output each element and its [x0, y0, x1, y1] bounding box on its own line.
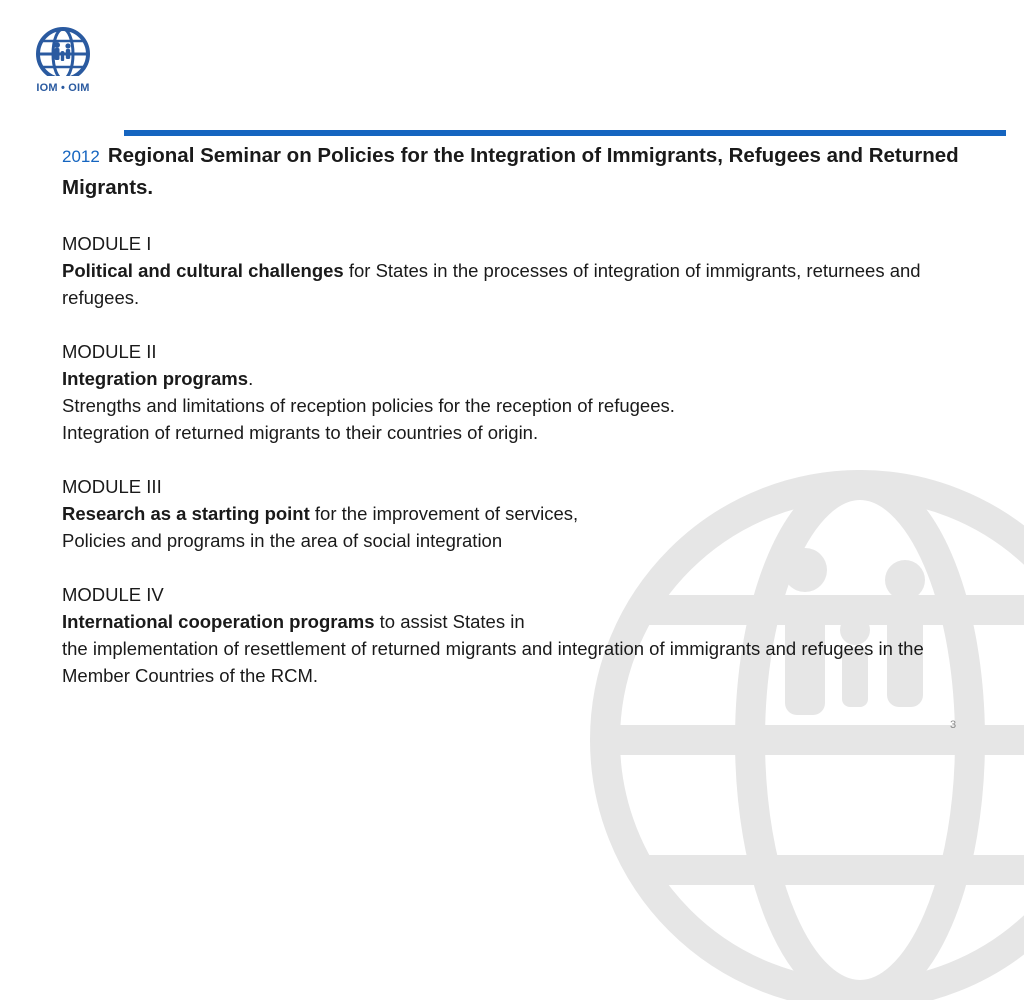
- module-label: MODULE I: [62, 233, 152, 254]
- module-label: MODULE IV: [62, 584, 164, 605]
- module-3: [62, 473, 982, 554]
- module-heading-line: [62, 365, 982, 392]
- page-number: 3: [950, 719, 957, 731]
- title-year: 2012: [62, 147, 100, 166]
- module-4: [62, 581, 982, 689]
- module-line: Strengths and limitations of reception policies for the reception of refugees.: [62, 395, 675, 416]
- module-label: MODULE II: [62, 341, 157, 362]
- module-heading: International cooperation programs: [62, 611, 375, 632]
- module-heading: Research as a starting point: [62, 503, 310, 524]
- module-heading-rest: to assist States in: [374, 611, 525, 632]
- module-heading-rest: for the improvement of services,: [309, 503, 579, 524]
- module-heading-line: [62, 500, 982, 527]
- module-heading-rest: .: [248, 368, 254, 389]
- module-heading: Political and cultural challenges: [62, 260, 344, 281]
- module-2: [62, 338, 982, 446]
- module-heading-line: [62, 608, 982, 635]
- module-heading-line: [62, 257, 982, 311]
- slide-title: [62, 140, 982, 203]
- module-heading: Integration programs: [62, 368, 249, 389]
- module-label: MODULE III: [62, 476, 162, 497]
- module-line: the implementation of resettlement of returned migrants and integration of immigrants and refugees in the Member Countries of the RCM.: [62, 638, 924, 686]
- header-bar: [124, 130, 1006, 136]
- module-line: Integration of returned migrants to their countries of origin.: [62, 422, 539, 443]
- module-line: Policies and programs in the area of social integration: [62, 530, 503, 551]
- logo-text: IOM • OIM: [36, 82, 90, 94]
- module-1: [62, 230, 982, 311]
- module-heading-rest: for States in the processes of integration of immigrants, returnees and refugees.: [62, 260, 921, 308]
- slide-content: [62, 140, 982, 689]
- title-text: Regional Seminar on Policies for the Integration of Immigrants, Refugees and Returned Migrants.: [62, 144, 959, 199]
